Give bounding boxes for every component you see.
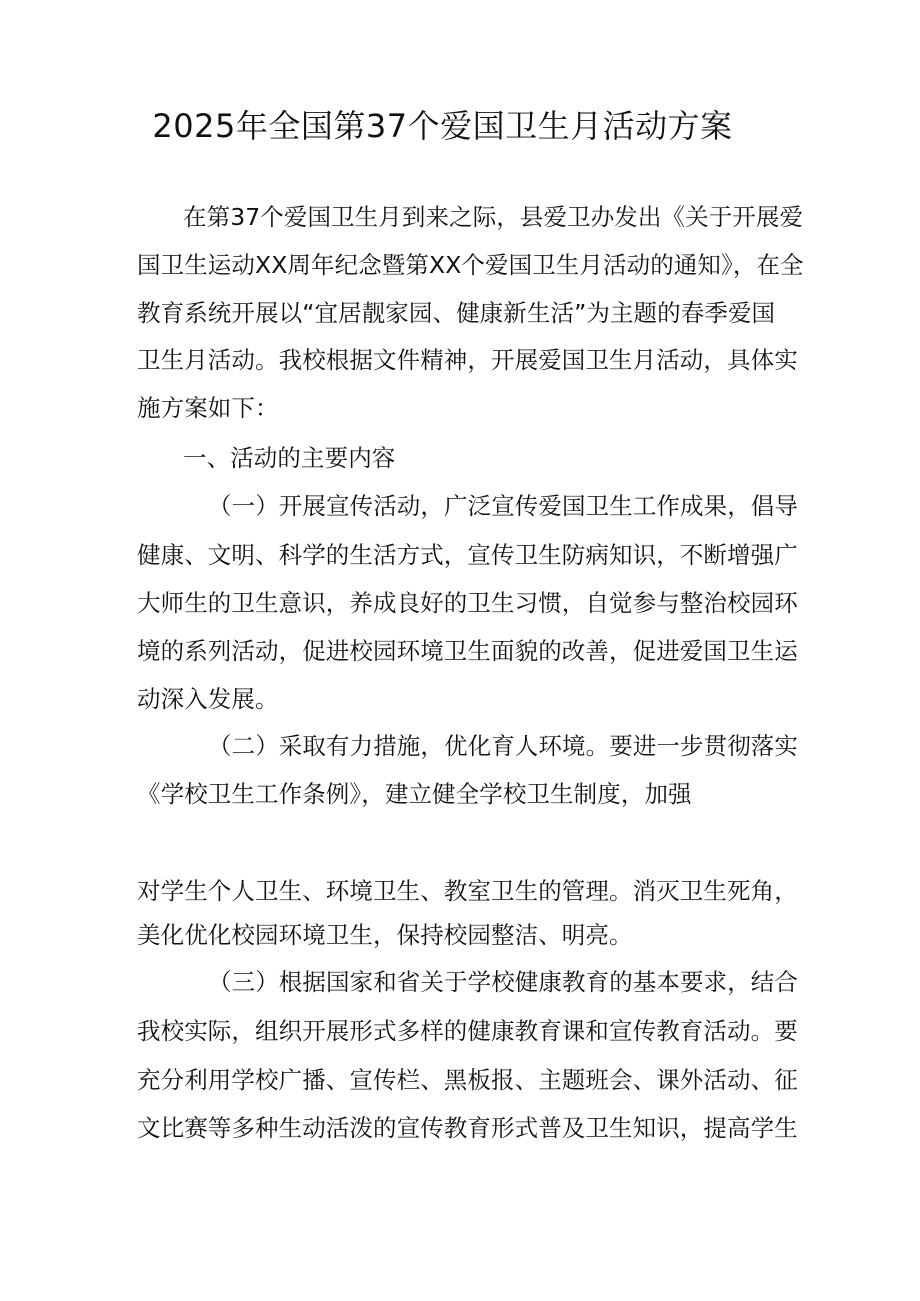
paragraph-line: （二）采取有力措施，优化育人环境。要进一步贯彻落实 (208, 732, 798, 760)
paragraph-line: 国卫生运动XX周年纪念暨第XX个爱国卫生月活动的通知》，在全 (137, 251, 804, 279)
paragraph-line: 大师生的卫生意识，养成良好的卫生习惯，自觉参与整治校园环 (137, 589, 798, 617)
paragraph-line: 《学校卫生工作条例》，建立健全学校卫生制度，加强 (137, 780, 692, 808)
document-title: 2025年全国第37个爱国卫生月活动方案 (152, 107, 733, 145)
paragraph-line: 动深入发展。 (137, 685, 279, 713)
paragraph-line: 在第37个爱国卫生月到来之际，县爱卫办发出《关于开展爱 (183, 203, 804, 231)
paragraph-line: （一）开展宣传活动，广泛宣传爱国卫生工作成果，倡导 (208, 492, 798, 520)
paragraph-line: 教育系统开展以“宜居靓家园、健康新生活”为主题的春季爱国 (137, 299, 776, 327)
paragraph-line: 充分利用学校广播、宣传栏、黑板报、主题班会、课外活动、征 (137, 1066, 798, 1094)
paragraph-line: 文比赛等多种生动活泼的宣传教育形式普及卫生知识，提高学生 (137, 1114, 798, 1142)
paragraph-line: 对学生个人卫生、环境卫生、教室卫生的管理。消灭卫生死角， (137, 877, 798, 905)
paragraph-line: 境的系列活动，促进校园环境卫生面貌的改善，促进爱国卫生运 (137, 637, 798, 665)
paragraph-line: 施方案如下： (137, 394, 279, 422)
paragraph-line: 美化优化校园环境卫生，保持校园整洁、明亮。 (137, 921, 633, 949)
paragraph-line: 卫生月活动。我校根据文件精神，开展爱国卫生月活动，具体实 (137, 346, 798, 374)
paragraph-line: 健康、文明、科学的生活方式，宣传卫生防病知识，不断增强广 (137, 541, 798, 569)
section-heading: 一、活动的主要内容 (183, 444, 396, 472)
paragraph-line: 我校实际，组织开展形式多样的健康教育课和宣传教育活动。要 (137, 1017, 798, 1045)
paragraph-line: （三）根据国家和省关于学校健康教育的基本要求，结合 (208, 968, 798, 996)
